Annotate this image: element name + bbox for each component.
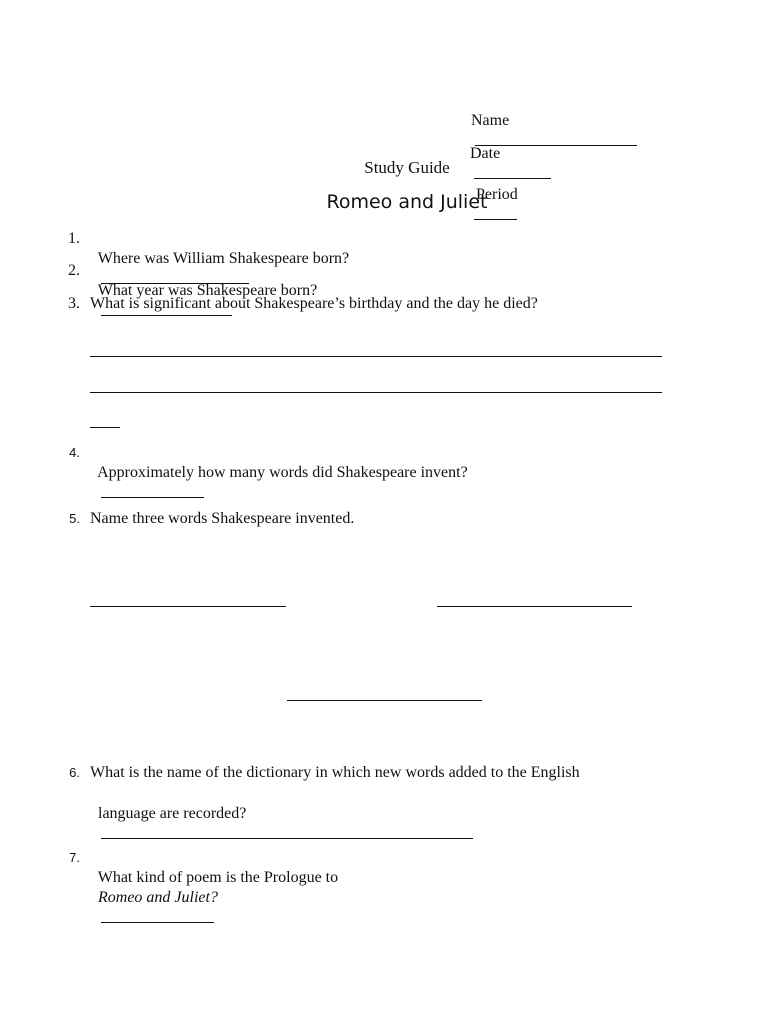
question-3-text: What is significant about Shakespeare’s birthday and the day he died? [90, 295, 538, 312]
study-guide-title: Study Guide [364, 158, 450, 177]
period-label: Period [476, 186, 518, 203]
question-5-answer-line-2[interactable] [437, 606, 632, 607]
question-2-text: What year was Shakespeare born? [97, 282, 318, 299]
question-6 [90, 784, 473, 845]
work-title: Romeo and Juliet [326, 191, 488, 213]
question-7 [90, 848, 338, 929]
question-6-answer-field[interactable] [101, 824, 473, 839]
question-5-text: Name three words Shakespeare invented. [90, 510, 355, 527]
question-6-text-line-1: What is the name of the dictionary in which new words added to the English [90, 764, 580, 781]
question-3-answer-line-3[interactable] [90, 427, 120, 428]
question-6-number: 6. [69, 765, 80, 780]
question-3-answer-line-1[interactable] [90, 356, 662, 357]
question-4-number: 4. [69, 445, 80, 460]
question-5-answer-line-3[interactable] [287, 700, 482, 701]
question-2-number: 2. [68, 262, 80, 279]
question-3-answer-line-2[interactable] [90, 392, 662, 393]
question-3-number: 3. [68, 295, 80, 312]
question-1-number: 1. [68, 230, 80, 247]
question-5-answer-line-1[interactable] [90, 606, 286, 607]
question-6-text-line-2: language are recorded? [98, 805, 247, 822]
question-7-play-title: Romeo and Juliet? [98, 889, 218, 906]
question-4 [90, 443, 468, 504]
question-7-text: What kind of poem is the Prologue to [97, 869, 339, 886]
question-1-text: Where was William Shakespeare born? [97, 250, 350, 267]
question-4-text: Approximately how many words did Shakespeare invent? [97, 464, 468, 481]
question-7-answer-field[interactable] [101, 908, 214, 923]
question-4-answer-field[interactable] [101, 483, 204, 498]
question-7-number: 7. [69, 850, 80, 865]
question-5-number: 5. [69, 511, 80, 526]
date-label: Date [470, 145, 501, 162]
name-label: Name [471, 112, 510, 129]
